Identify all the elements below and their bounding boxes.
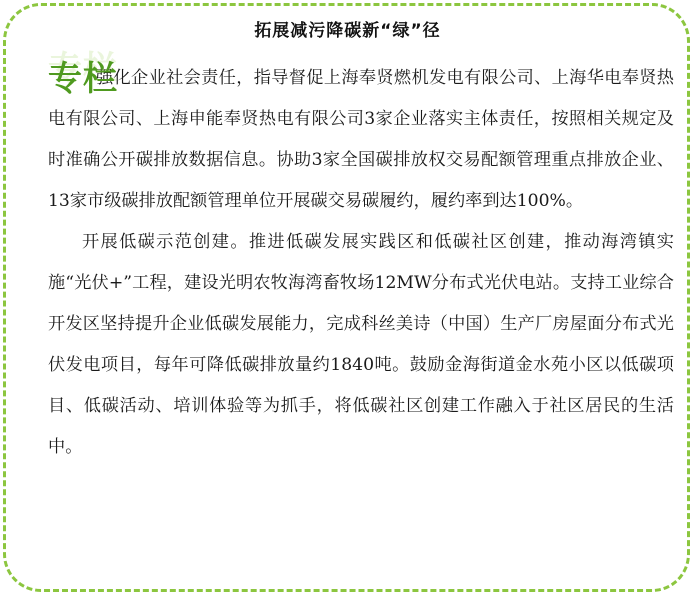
box-title: 拓展减污降碳新“绿”径	[254, 21, 441, 41]
paragraph-responsibility: 强化企业社会责任，指导督促上海奉贤燃机发电有限公司、上海华电奉贤热电有限公司、上海申能奉贤热电有限公司3家企业落实主体责任，按照相关规定及时准确公开碳排放数据信息。协助3家全国碳排放权交易配额管理重点排放企业、13家市级碳排放配额管理单位开展碳交易碳履约，履约率到达100%。	[48, 68, 674, 211]
box-body	[48, 58, 674, 468]
column-label: 专栏	[48, 59, 118, 99]
paragraph-low-carbon: 开展低碳示范创建。推进低碳发展实践区和低碳社区创建，推动海湾镇实施“光伏+”工程，建设光明农牧海湾畜牧场12MW分布式光伏电站。支持工业综合开发区坚持提升企业低碳发展能力，完成科丝美诗（中国）生产厂房屋面分布式光伏发电项目，每年可降低碳排放量约1840吨。鼓励金海街道金水苑小区以低碳项目、低碳活动、培训体验等为抓手，将低碳社区创建工作融入于社区居民的生活中。	[48, 232, 674, 457]
